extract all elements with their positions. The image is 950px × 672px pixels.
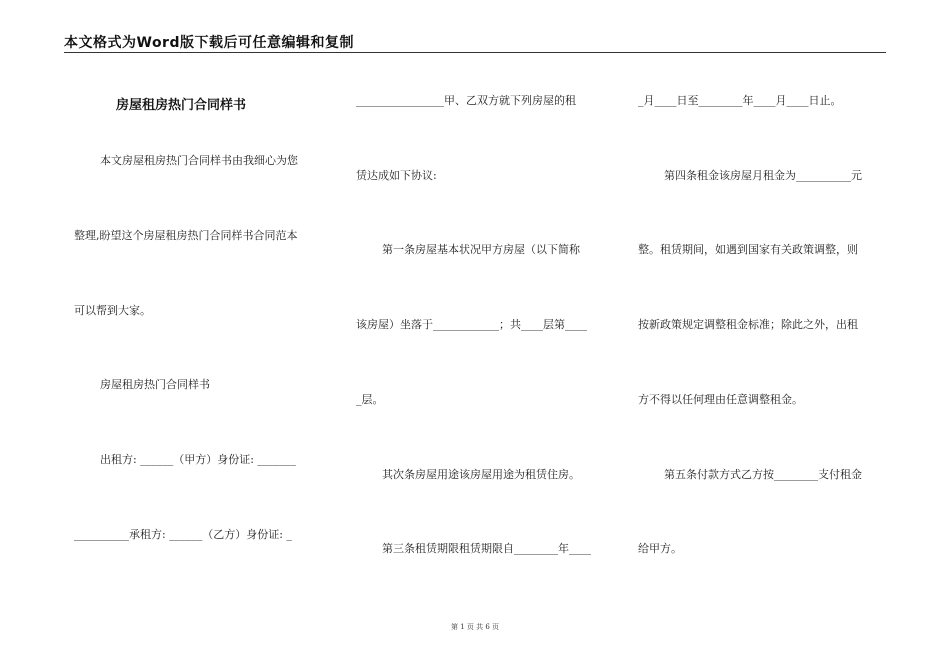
paragraph-line: 按新政策规定调整租金标准；除此之外，出租 (638, 318, 858, 331)
clause-line: 第五条付款方式乙方按________支付租金 (664, 468, 862, 481)
clause-line: 其次条房屋用途该房屋用途为租赁住房。 (382, 468, 580, 481)
clause-line: 第一条房屋基本状况甲方房屋（以下简称 (382, 243, 580, 256)
text-column-2 (356, 70, 606, 590)
paragraph-line: 该房屋）坐落于____________；共____层第____ (356, 318, 587, 331)
paragraph-line: _层。 (356, 393, 384, 406)
text-column-3 (638, 70, 888, 590)
paragraph-line: 整。租赁期间，如遇到国家有关政策调整，则 (638, 243, 858, 256)
page-header (64, 28, 886, 53)
clause-line: 第三条租赁期限租赁期限自________年____ (382, 542, 591, 555)
text-column-1 (74, 70, 324, 590)
section-heading: 房屋租房热门合同样书 (100, 378, 210, 391)
page-number: 第 1 页 共 6 页 (450, 623, 500, 631)
paragraph-line: _月____日至________年____月____日止。 (638, 94, 842, 107)
paragraph-line: 给甲方。 (638, 542, 682, 555)
header-notice: 本文格式为Word版下载后可任意编辑和复制 (64, 35, 354, 51)
paragraph-line: 整理,盼望这个房屋租房热门合同样书合同范本 (74, 229, 298, 242)
lessee-line: __________承租方: ______（乙方）身份证: _ (74, 528, 292, 541)
document-title: 房屋租房热门合同样书 (116, 98, 247, 113)
lessor-line: 出租方: ______（甲方）身份证: _______ (100, 453, 296, 466)
paragraph-line: ________________甲、乙双方就下列房屋的租 (356, 94, 576, 107)
paragraph-line: 方不得以任何理由任意调整租金。 (638, 393, 803, 406)
clause-line: 第四条租金该房屋月租金为__________元 (664, 169, 862, 182)
paragraph-line: 可以帮到大家。 (74, 304, 151, 317)
paragraph-line: 本文房屋租房热门合同样书由我细心为您 (100, 154, 298, 167)
paragraph-line: 赁达成如下协议: (356, 169, 437, 182)
